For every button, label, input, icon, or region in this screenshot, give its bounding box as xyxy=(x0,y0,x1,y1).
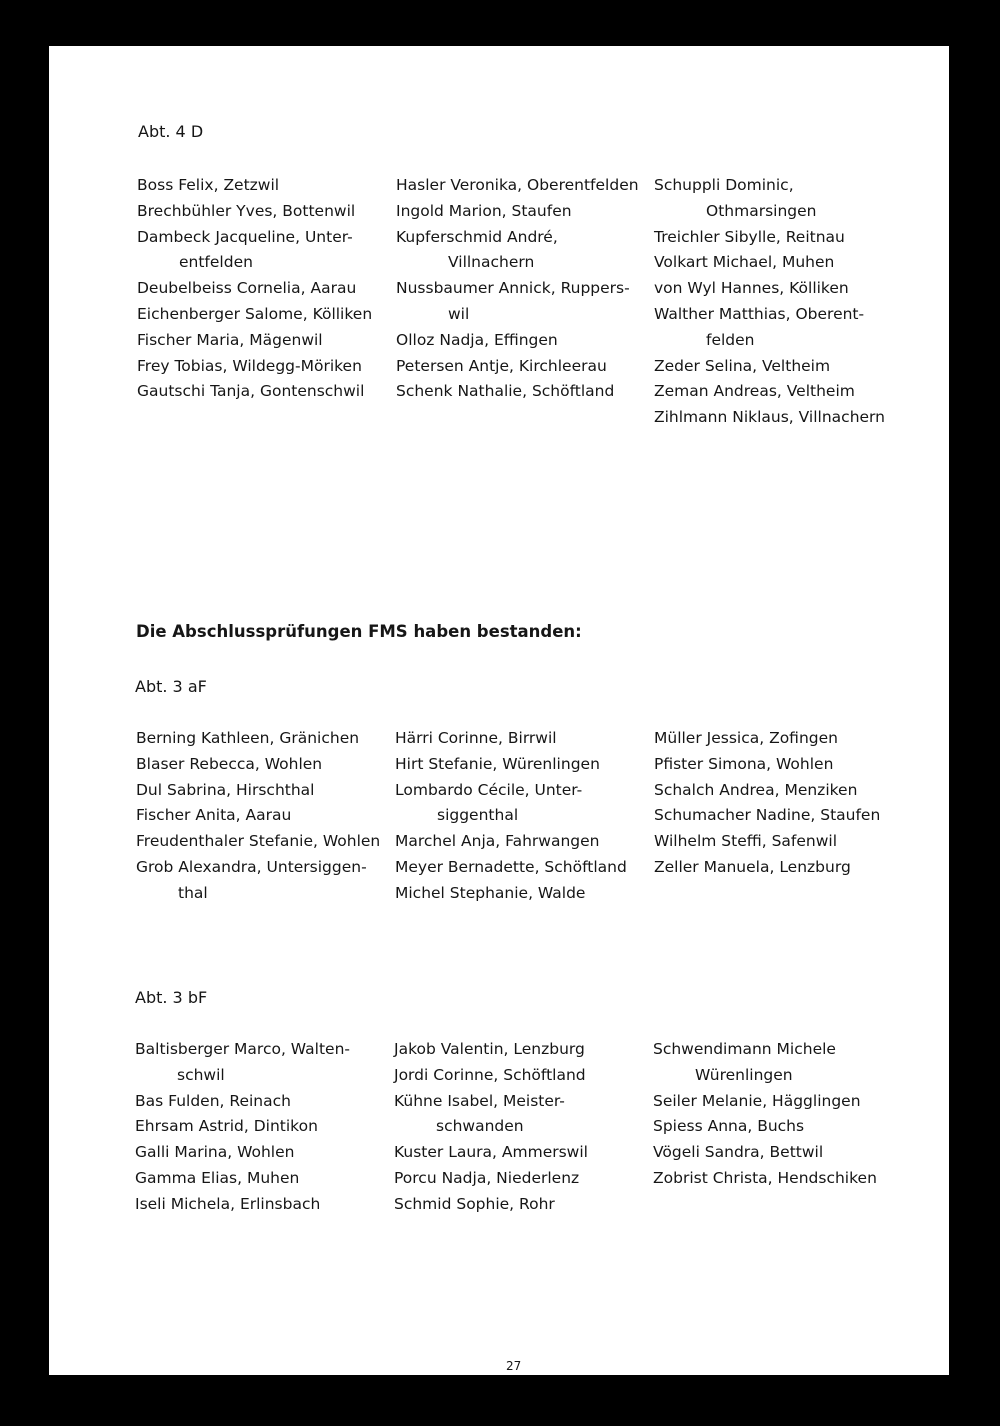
list-item: Dambeck Jacqueline, Unter- xyxy=(137,227,353,246)
list-item: Müller Jessica, Zofingen xyxy=(654,729,838,747)
list-item: Treichler Sibylle, Reitnau xyxy=(654,227,845,246)
name-column-1 xyxy=(137,173,397,405)
list-item: Nussbaumer Annick, Ruppers- xyxy=(396,279,630,298)
page-number: 27 xyxy=(506,1359,522,1373)
list-item: von Wyl Hannes, Kölliken xyxy=(654,279,849,298)
list-item: Blaser Rebecca, Wohlen xyxy=(136,754,323,773)
list-item: Berning Kathleen, Gränichen xyxy=(136,729,360,747)
list-item-continuation: schwanden xyxy=(436,1117,524,1136)
list-item: Baltisberger Marco, Walten- xyxy=(135,1040,350,1058)
list-item: Gautschi Tanja, Gontenschwil xyxy=(137,382,365,401)
list-item-continuation: Villnachern xyxy=(448,253,535,272)
list-item: Schenk Nathalie, Schöftland xyxy=(396,382,615,401)
list-item-continuation: schwil xyxy=(177,1065,225,1084)
list-item: Eichenberger Salome, Kölliken xyxy=(137,304,373,323)
section-heading-abt-4d: Abt. 4 D xyxy=(138,122,204,141)
list-item: Jakob Valentin, Lenzburg xyxy=(394,1040,585,1058)
list-item: Marchel Anja, Fahrwangen xyxy=(395,832,600,851)
list-item: Härri Corinne, Birrwil xyxy=(395,729,557,747)
list-item: Zihlmann Niklaus, Villnachern xyxy=(654,408,885,427)
list-item: Fischer Maria, Mägenwil xyxy=(137,330,323,349)
list-item-continuation: siggenthal xyxy=(437,806,519,825)
list-item: Brechbühler Yves, Bottenwil xyxy=(137,201,356,220)
list-item: Meyer Bernadette, Schöftland xyxy=(395,857,627,876)
list-item: Jordi Corinne, Schöftland xyxy=(394,1065,586,1084)
list-item: Bas Fulden, Reinach xyxy=(135,1091,291,1110)
section-heading-abt-3bf: Abt. 3 bF xyxy=(135,988,208,1007)
name-column-3 xyxy=(653,1037,913,1192)
list-item: Iseli Michela, Erlinsbach xyxy=(135,1194,321,1213)
main-heading: Die Abschlussprüfungen FMS haben bestanden: xyxy=(136,622,582,641)
list-item: Michel Stephanie, Walde xyxy=(395,883,586,902)
list-item: Hirt Stefanie, Würenlingen xyxy=(395,754,600,773)
list-item: Ehrsam Astrid, Dintikon xyxy=(135,1117,318,1136)
list-item: Ingold Marion, Staufen xyxy=(396,201,572,220)
list-item: Deubelbeiss Cornelia, Aarau xyxy=(137,279,357,298)
list-item: Zeller Manuela, Lenzburg xyxy=(654,857,851,876)
list-item-continuation: felden xyxy=(706,330,755,349)
list-item: Wilhelm Steffi, Safenwil xyxy=(654,832,838,851)
name-column-3 xyxy=(654,726,914,881)
list-item: Galli Marina, Wohlen xyxy=(135,1143,295,1162)
list-item: Zobrist Christa, Hendschiken xyxy=(653,1168,877,1187)
name-column-2 xyxy=(396,173,656,405)
list-item-continuation: wil xyxy=(448,304,470,323)
list-item: Zeman Andreas, Veltheim xyxy=(654,382,855,401)
list-item-continuation: thal xyxy=(178,883,208,902)
list-item: Schwendimann Michele xyxy=(653,1040,836,1058)
list-item-continuation: Würenlingen xyxy=(695,1065,793,1084)
list-item-continuation: Othmarsingen xyxy=(706,201,817,220)
list-item: Grob Alexandra, Untersiggen- xyxy=(136,857,367,876)
list-item: Seiler Melanie, Hägglingen xyxy=(653,1091,861,1110)
list-item: Volkart Michael, Muhen xyxy=(654,253,835,272)
section-heading-abt-3af: Abt. 3 aF xyxy=(135,677,207,696)
list-item: Lombardo Cécile, Unter- xyxy=(395,780,583,799)
list-item: Kühne Isabel, Meister- xyxy=(394,1091,565,1110)
list-item: Vögeli Sandra, Bettwil xyxy=(653,1143,824,1162)
list-item: Petersen Antje, Kirchleerau xyxy=(396,356,607,375)
list-item: Pfister Simona, Wohlen xyxy=(654,754,834,773)
list-item: Boss Felix, Zetzwil xyxy=(137,176,280,194)
name-column-1 xyxy=(136,726,396,907)
list-item: Kuster Laura, Ammerswil xyxy=(394,1143,588,1162)
list-item-continuation: entfelden xyxy=(179,253,253,272)
list-item: Schalch Andrea, Menziken xyxy=(654,780,858,799)
list-item: Schumacher Nadine, Staufen xyxy=(654,806,881,825)
list-item: Porcu Nadja, Niederlenz xyxy=(394,1168,580,1187)
list-item: Spiess Anna, Buchs xyxy=(653,1117,805,1136)
document-page xyxy=(49,46,949,1375)
list-item: Freudenthaler Stefanie, Wohlen xyxy=(136,832,381,851)
list-item: Schmid Sophie, Rohr xyxy=(394,1194,555,1213)
list-item: Dul Sabrina, Hirschthal xyxy=(136,780,315,799)
list-item: Kupferschmid André, xyxy=(396,227,558,246)
name-column-2 xyxy=(394,1037,654,1218)
name-column-2 xyxy=(395,726,655,907)
list-item: Hasler Veronika, Oberentfelden xyxy=(396,176,639,194)
list-item: Frey Tobias, Wildegg-Möriken xyxy=(137,356,362,375)
name-column-1 xyxy=(135,1037,395,1218)
list-item: Gamma Elias, Muhen xyxy=(135,1168,300,1187)
name-column-3 xyxy=(654,173,914,431)
list-item: Fischer Anita, Aarau xyxy=(136,806,292,825)
list-item: Olloz Nadja, Effingen xyxy=(396,330,558,349)
list-item: Schuppli Dominic, xyxy=(654,176,794,194)
list-item: Walther Matthias, Oberent- xyxy=(654,304,865,323)
list-item: Zeder Selina, Veltheim xyxy=(654,356,831,375)
